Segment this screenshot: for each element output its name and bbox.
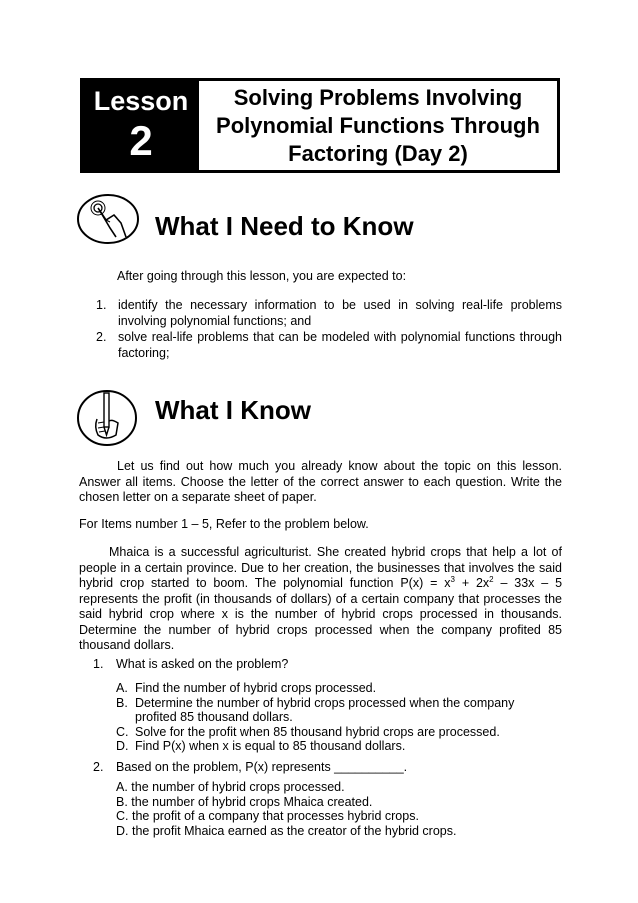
question-options	[116, 681, 556, 754]
lesson-title-line1: Solving Problems Involving	[233, 84, 523, 110]
option-text: Find the number of hybrid crops processed.	[135, 681, 377, 695]
lesson-banner	[80, 78, 560, 173]
lesson-label: Lesson	[93, 85, 189, 116]
option-item: C. the profit of a company that processes hybrid crops.	[116, 809, 419, 823]
question-number: 1.	[93, 657, 104, 671]
option-text: Solve for the profit when 85 thousand hybrid crops are processed.	[135, 724, 500, 739]
what-i-know-instructions: Let us find out how much you already know about the topic on this lesson. Answer all items. Choose the letter of the correct answer to each question. Write the chosen letter on a separate sheet of paper.	[79, 459, 562, 504]
question-number: 2.	[93, 760, 104, 774]
option-item: B. the number of hybrid crops Mhaica created.	[116, 794, 373, 809]
lesson-number-box	[83, 81, 199, 170]
exponent: 3	[450, 574, 455, 584]
problem-text-part2: + 2x	[454, 576, 490, 590]
lesson-title	[199, 81, 557, 170]
objective-item	[80, 298, 562, 329]
option-item	[116, 681, 556, 696]
objective-text: solve real-life problems that can be modeled with polynomial functions through factoring;	[118, 330, 562, 360]
option-letter: C.	[116, 724, 129, 739]
option-text: Find P(x) when x is equal to 85 thousand dollars.	[135, 739, 406, 753]
option-text: Determine the number of hybrid crops processed when the company profited 85 thousand dollars.	[135, 695, 515, 724]
option-item	[116, 739, 556, 754]
question-options	[116, 780, 556, 838]
question-text: Based on the problem, P(x) represents __________.	[116, 760, 408, 774]
lesson-number: 2	[129, 116, 153, 164]
exponent: 2	[489, 574, 494, 584]
problem-text-part3: – 33x – 5 represents the profit (in thousands of dollars) of a certain company that processes the said hybrid crop where x is the number of hybrid crops processed in thousands. Determine the number of hybrid crops processed when the company profited 85 thousand dollars.	[79, 576, 563, 652]
objectives-list	[80, 298, 562, 361]
need-to-know-intro: After going through this lesson, you are expected to:	[117, 269, 407, 283]
option-letter: B.	[116, 695, 128, 710]
objective-text: identify the necessary information to be used in solving real-life problems involving polynomial functions; and	[118, 298, 562, 328]
option-letter: A.	[116, 681, 128, 695]
question-text: What is asked on the problem?	[116, 657, 289, 671]
tap-hand-icon	[76, 193, 140, 245]
objective-number: 2.	[96, 330, 107, 344]
option-item: A. the number of hybrid crops processed.	[116, 780, 345, 794]
objective-item	[80, 330, 562, 361]
section-heading-what-i-know: What I Know	[155, 395, 311, 425]
lesson-title-line2: Polynomial Functions Through	[216, 112, 540, 138]
option-item: D. the profit Mhaica earned as the creator of the hybrid crops.	[116, 823, 457, 838]
option-letter: D.	[116, 739, 129, 753]
items-note: For Items number 1 – 5, Refer to the problem below.	[79, 517, 369, 531]
problem-text-part1: Mhaica is a successful agriculturist. She created hybrid crops that help a lot of people in a certain province. Due to her creation, the businesses that involves the said hybrid crop started to boom. The polynomial function P(x) = x	[79, 545, 562, 590]
problem-statement	[79, 545, 562, 654]
option-item	[116, 725, 556, 740]
objective-number: 1.	[96, 298, 107, 312]
option-item	[116, 696, 556, 725]
pencil-hand-icon	[76, 389, 138, 447]
lesson-title-line3: Factoring (Day 2)	[288, 140, 468, 166]
section-heading-need-to-know: What I Need to Know	[155, 211, 414, 241]
